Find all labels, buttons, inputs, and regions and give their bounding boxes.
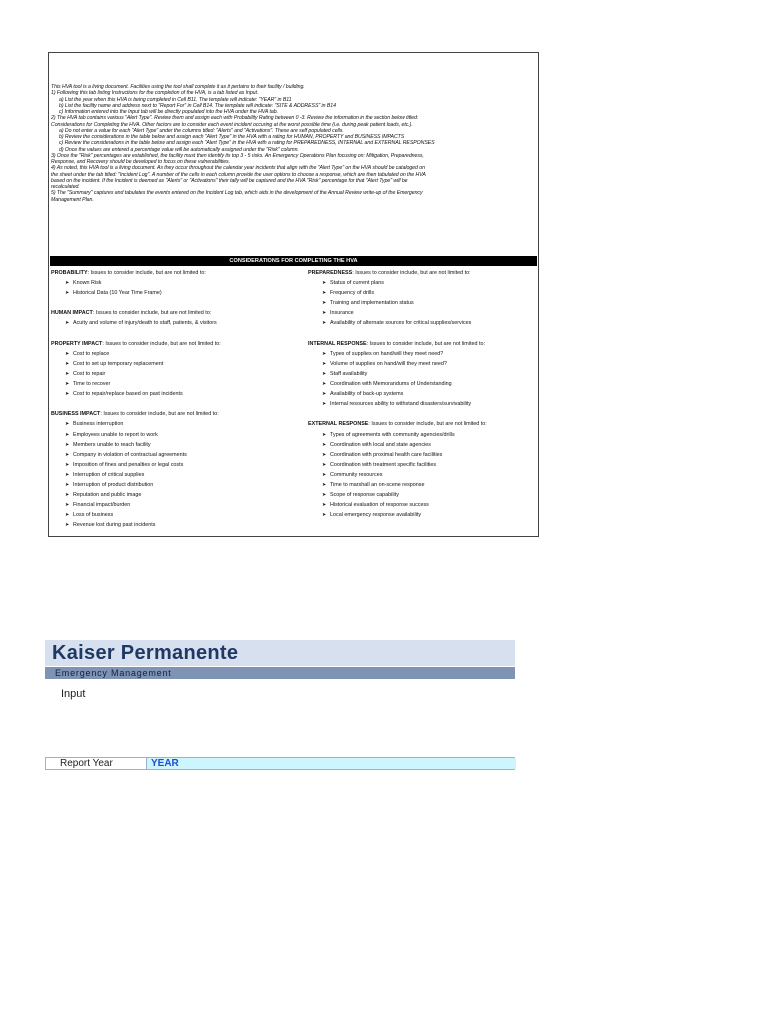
- consideration-item-text: Coordination with local and state agencies: [330, 441, 431, 448]
- brand-subtitle-bar: [45, 667, 515, 679]
- section-heading: INTERNAL RESPONSE: [308, 340, 367, 347]
- consideration-item-text: Employees unable to report to work: [73, 431, 158, 438]
- consideration-item-text: Frequency of drills: [330, 290, 375, 297]
- consideration-item-text: Known Risk: [73, 280, 102, 287]
- arrow-bullet-icon: ➤: [322, 350, 327, 357]
- instruction-line: a) Do not enter a value for each "Alert Type" under the columns titled: "Alerts" and "Activations". These are self populated cells.: [59, 127, 344, 134]
- arrow-bullet-icon: ➤: [65, 391, 70, 398]
- consideration-section-title: [51, 409, 306, 419]
- consideration-item: [308, 379, 538, 389]
- consideration-item-text: Coordination with proximal health care facilities: [330, 451, 443, 458]
- section-description: : Issues to consider include, but are not limited to:: [92, 310, 212, 317]
- section-heading: PROBABILITY: [51, 270, 88, 276]
- consideration-item-text: Members unable to reach facility: [73, 441, 151, 448]
- consideration-item: [308, 278, 538, 288]
- instruction-line: Management Plan.: [51, 196, 94, 203]
- consideration-item-text: Loss of business: [73, 512, 114, 519]
- consideration-item: [51, 510, 306, 520]
- section-spacer: [51, 329, 306, 339]
- section-heading: BUSINESS IMPACT: [51, 411, 101, 418]
- arrow-bullet-icon: ➤: [65, 512, 70, 519]
- consideration-item: [51, 490, 306, 500]
- arrow-bullet-icon: ➤: [322, 471, 327, 478]
- arrow-bullet-icon: ➤: [65, 320, 70, 327]
- section-heading: PREPAREDNESS: [308, 270, 353, 276]
- consideration-item: [51, 318, 306, 328]
- section-description: : Issues to consider include, but are not limited to:: [102, 340, 221, 347]
- instruction-line: d) Once the values are entered a percentage value will be automatically assigned under the "Risk" column.: [59, 146, 299, 153]
- arrow-bullet-icon: ➤: [65, 492, 70, 499]
- arrow-bullet-icon: ➤: [65, 502, 70, 509]
- section-heading: HUMAN IMPACT: [51, 310, 93, 317]
- report-year-cell[interactable]: [146, 758, 516, 769]
- consideration-item-text: Business interruption: [73, 421, 124, 428]
- brand-subtitle: Emergency Management: [55, 668, 172, 678]
- consideration-item: [308, 460, 538, 470]
- arrow-bullet-icon: ➤: [322, 300, 327, 307]
- section-description: : Issues to consider include, but are not limited to:: [366, 340, 485, 347]
- arrow-bullet-icon: ➤: [65, 481, 70, 488]
- brand-name: Kaiser Permanente: [52, 642, 239, 664]
- consideration-item-text: Community resources: [330, 471, 383, 478]
- instruction-line: 1) Following this tab listing Instructions for the completion of the HVA, is a tab listed as Input.: [51, 90, 259, 97]
- consideration-item-text: Time to recover: [73, 381, 111, 388]
- consideration-item: [308, 389, 538, 399]
- instruction-line: b) List the facility name and address next to "Report For" in Cell B14. The template will indicate: "SITE & ADDRESS" in B14: [59, 102, 336, 109]
- report-year-value[interactable]: YEAR: [151, 758, 179, 769]
- consideration-item: [51, 379, 306, 389]
- arrow-bullet-icon: ➤: [65, 461, 70, 468]
- arrow-bullet-icon: ➤: [322, 391, 327, 398]
- arrow-bullet-icon: ➤: [322, 280, 327, 287]
- arrow-bullet-icon: ➤: [65, 290, 70, 297]
- consideration-item-text: Cost to repair/replace based on past incidents: [73, 391, 183, 398]
- consideration-item: [51, 440, 306, 450]
- consideration-item-text: Availability of alternate sources for critical supplies/services: [330, 320, 472, 327]
- consideration-item: [308, 450, 538, 460]
- report-year-row: [45, 757, 515, 770]
- consideration-item-text: Cost to repair: [73, 370, 106, 377]
- arrow-bullet-icon: ➤: [322, 481, 327, 488]
- consideration-section-title: [308, 268, 538, 278]
- arrow-bullet-icon: ➤: [322, 360, 327, 367]
- arrow-bullet-icon: ➤: [65, 360, 70, 367]
- section-description: : Issues to consider include, but are not limited to:: [368, 421, 487, 428]
- considerations-header: CONSIDERATIONS FOR COMPLETING THE HVA: [50, 256, 537, 266]
- consideration-item: [308, 480, 538, 490]
- consideration-item: [308, 430, 538, 440]
- consideration-item: [51, 460, 306, 470]
- arrow-bullet-icon: ➤: [65, 522, 70, 529]
- input-label: Input: [61, 688, 86, 700]
- report-year-label: Report Year: [60, 758, 113, 769]
- section-spacer: [308, 329, 538, 339]
- consideration-item-text: Cost to set up temporary replacement: [73, 360, 164, 367]
- consideration-item-text: Training and implementation status: [330, 300, 414, 307]
- instruction-line: 5) The "Summary" captures and tabulates the events entered on the Incident Log tab, which aids in the development of the Annual Review write-up of the Emergency: [51, 190, 423, 197]
- consideration-item-text: Imposition of fines and penalties or legal costs: [73, 461, 184, 468]
- arrow-bullet-icon: ➤: [322, 502, 327, 509]
- arrow-bullet-icon: ➤: [322, 441, 327, 448]
- consideration-item-text: Cost to replace: [73, 350, 110, 357]
- consideration-item: [308, 349, 538, 359]
- arrow-bullet-icon: ➤: [65, 441, 70, 448]
- consideration-item: [308, 369, 538, 379]
- consideration-item-text: Interruption of product distribution: [73, 481, 154, 488]
- arrow-bullet-icon: ➤: [65, 431, 70, 438]
- consideration-item-text: Status of current plans: [330, 280, 384, 287]
- consideration-item: [51, 520, 306, 530]
- instruction-line: Response, and Recovery should be developed to focus on these vulnerabilities.: [51, 159, 230, 165]
- arrow-bullet-icon: ➤: [322, 290, 327, 297]
- consideration-item-text: Coordination with treatment specific facilities: [330, 461, 437, 468]
- consideration-section-title: [308, 339, 538, 349]
- consideration-item: [51, 389, 306, 399]
- arrow-bullet-icon: ➤: [65, 370, 70, 377]
- consideration-item-text: Volume of supplies on hand/will they meet need?: [330, 360, 447, 367]
- instructions-panel: [48, 52, 539, 537]
- arrow-bullet-icon: ➤: [322, 370, 327, 377]
- consideration-item: [308, 359, 538, 369]
- considerations-left-column: [51, 268, 306, 530]
- consideration-item-text: Coordination with Memorandums of Understanding: [330, 381, 452, 388]
- consideration-item: [51, 419, 306, 429]
- consideration-item: [51, 500, 306, 510]
- arrow-bullet-icon: ➤: [322, 512, 327, 519]
- consideration-item-text: Local emergency response availability: [330, 512, 422, 519]
- consideration-item-text: Historical evaluation of response success: [330, 502, 429, 509]
- consideration-item-text: Revenue lost during past incidents: [73, 522, 156, 529]
- instruction-line: 4) As noted, this HVA tool is a living document. As they occur throughout the calendar year incidents that align with the "Alert Type" on the HVA should be cataloged on: [51, 165, 425, 172]
- section-spacer: [51, 298, 306, 308]
- arrow-bullet-icon: ➤: [65, 280, 70, 287]
- consideration-section-title: [308, 419, 538, 429]
- consideration-item: [308, 318, 538, 328]
- arrow-bullet-icon: ➤: [322, 461, 327, 468]
- instruction-line: 3) Once the "Risk" percentages are established, the facility must then identify its top 3 - 5 risks. An Emergency Operations Plan focusing on: Mitigation, Preparedness,: [51, 152, 424, 159]
- consideration-section-title: [51, 308, 306, 318]
- consideration-item-text: Historical Data (10 Year Time Frame): [73, 290, 162, 297]
- consideration-item-text: Financial impact/burden: [73, 502, 131, 509]
- arrow-bullet-icon: ➤: [322, 320, 327, 327]
- consideration-item: [308, 490, 538, 500]
- consideration-item-text: Scope of response capability: [330, 492, 399, 499]
- consideration-item-text: Availability of back-up systems: [330, 391, 404, 398]
- section-description: : Issues to consider include, but are not limited to:: [100, 411, 219, 418]
- arrow-bullet-icon: ➤: [65, 451, 70, 458]
- consideration-item-text: Reputation and public image: [73, 492, 142, 499]
- consideration-item-text: Time to marshall an on-scene response: [330, 481, 425, 488]
- consideration-item: [51, 450, 306, 460]
- instruction-line: based on the incident. If the Incident is deemed as "Alerts" or "Activations" their tally will be captured and the HVA "Risk" percentage for that "Alert Type" will be: [51, 177, 408, 184]
- consideration-item: [51, 278, 306, 288]
- arrow-bullet-icon: ➤: [322, 492, 327, 499]
- section-spacer: [308, 409, 538, 419]
- consideration-item: [308, 298, 538, 308]
- instruction-line: Considerations for Completing the HVA. Other factors are to consider each event incident occuring at the worst possible time (i.e. during peak patient loads, etc.).: [51, 121, 413, 128]
- arrow-bullet-icon: ➤: [65, 381, 70, 388]
- consideration-item: [51, 369, 306, 379]
- arrow-bullet-icon: ➤: [65, 471, 70, 478]
- instructions-text: [51, 84, 537, 203]
- arrow-bullet-icon: ➤: [322, 310, 327, 317]
- section-heading: EXTERNAL RESPONSE: [308, 421, 369, 428]
- consideration-item: [308, 500, 538, 510]
- consideration-item: [51, 480, 306, 490]
- consideration-item: [308, 308, 538, 318]
- consideration-item: [308, 440, 538, 450]
- section-description: : Issues to consider include, but are not limited to:: [352, 270, 471, 276]
- consideration-item-text: Types of supplies on hand/will they meet need?: [330, 350, 444, 357]
- consideration-item-text: Company in violation of contractual agreements: [73, 451, 187, 458]
- arrow-bullet-icon: ➤: [65, 421, 70, 428]
- instruction-line: c) Review the considerations in the table below and assign each "Alert Type" in the HVA with a rating for PREPAREDNESS, INTERNAL and EXTERNAL RESPONSES: [59, 140, 435, 147]
- consideration-section-title: [51, 268, 306, 278]
- consideration-item-text: Insurance: [330, 310, 354, 317]
- arrow-bullet-icon: ➤: [322, 451, 327, 458]
- consideration-item-text: Staff availability: [330, 370, 368, 377]
- consideration-item: [308, 510, 538, 520]
- arrow-bullet-icon: ➤: [322, 401, 327, 408]
- arrow-bullet-icon: ➤: [322, 431, 327, 438]
- consideration-item: [51, 349, 306, 359]
- instruction-line: a) List the year when this HVA is being completed in Cell B11. The template will indicate: "YEAR" in B11: [59, 96, 292, 103]
- section-spacer: [51, 399, 306, 409]
- consideration-item: [308, 288, 538, 298]
- consideration-item: [51, 430, 306, 440]
- instruction-line: b) Review the considerations in the table below and assign each "Alert Type" in the HVA with a rating for HUMAN, PROPERTY and BUSINESS IMPACTS: [59, 134, 405, 140]
- consideration-item: [308, 399, 538, 409]
- arrow-bullet-icon: ➤: [322, 381, 327, 388]
- consideration-item-text: Interruption of critical supplies: [73, 471, 145, 478]
- consideration-section-title: [51, 339, 306, 349]
- considerations-right-column: [308, 268, 538, 520]
- consideration-item: [308, 470, 538, 480]
- consideration-item-text: Internal resources ability to withstand disasters/survivability: [330, 401, 472, 408]
- consideration-item: [51, 470, 306, 480]
- instruction-line: 2) The HVA tab contains various "Alert Type". Review them and assign each with Probability Rating between 0 -3. Review the information in the section below titled:: [51, 115, 419, 122]
- instruction-line: the sheet under the tab titled: "Incident Log". A number of the cells in each column provide the user options to choose a response, which are then tabulated on the HVA: [51, 171, 426, 178]
- section-description: : Issues to consider include, but are not limited to:: [87, 270, 206, 276]
- consideration-item: [51, 359, 306, 369]
- instruction-line: c) Information entered into the Input tab will be directly populated into the HVA under the HVA tab.: [59, 109, 278, 115]
- consideration-item: [51, 288, 306, 298]
- brand-banner: [45, 640, 515, 666]
- instruction-line: This HVA tool is a living document. Facilities using the tool shall complete it as it pertains to their facility / building.: [51, 84, 305, 90]
- consideration-item-text: Types of agreements with community agencies/drills: [330, 431, 455, 438]
- instruction-line: recalculated.: [51, 184, 80, 190]
- section-heading: PROPERTY IMPACT: [51, 340, 103, 347]
- consideration-item-text: Acuity and volume of injury/death to staff, patients, & visitors: [73, 320, 217, 327]
- arrow-bullet-icon: ➤: [65, 350, 70, 357]
